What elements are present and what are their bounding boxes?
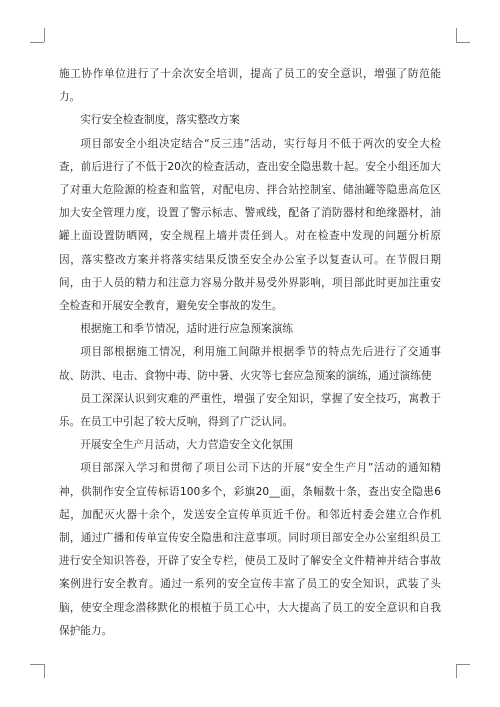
heading-emergency-drills: 根据施工和季节情况，适时进行应急预案演练 xyxy=(80,323,294,336)
paragraph-emergency-drills: 项目部根据施工情况，利用施工间隙并根据季节的特点先后进行了交通事故、防洪、电击、食物中毒、防中暑、火灾等七套应急预案的演练，通过演练使 xyxy=(59,346,441,382)
paragraph-safety-month: 项目部深入学习和贯彻了项目公司下达的开展“安全生产月”活动的通知精神，供制作安全宣传标语100多个，彩旗20__面，条幅数十条，查出安全隐患6起，加配灭火器十余个，发送安全宣传单页近千份。和邻近村委会建立合作机制，通过广播和传单宣传安全隐患和注意事项。同时项目部安全办公室组织员工进行安全知识答卷，开辟了安全专栏，使员工及时了解安全文件精神并结合事故案例进行安全教育。通过一系列的安全宣传丰富了员工的安全知识，武装了头脑，使安全理念潜移默化的根植于员工心中，大大提高了员工的安全意识和自我保护能力。 xyxy=(59,462,441,637)
paragraph-safety-inspection: 项目部安全小组决定结合“反三违”活动，实行每月不低于两次的安全大检查，前后进行了不低于20次的检查活动，查出安全隐患数十起。安全小组还加大了对重大危险源的检查和监管，对配电房、拌合站控制室、储油罐等隐患高危区加大安全管理力度，设置了警示标志、警戒线，配备了消防器材和绝缘器材，油罐上面设置防晒网，安全规程上墙并责任到人。对在检查中发现的问题分析原因，落实整改方案并将落实结果反馈至安全办公室予以复查认可。在节假日期间，由于人员的精力和注意力容易分散并易受外界影响，项目部此时更加注重安全检查和开展安全教育，避免安全事故的发生。 xyxy=(59,137,441,313)
document-body xyxy=(59,63,441,643)
paragraph-training-summary: 施工协作单位进行了十余次安全培训，提高了员工的安全意识，增强了防范能力。 xyxy=(59,68,441,104)
heading-safety-month: 开展安全生产月活动，大力营造安全文化氛围 xyxy=(80,439,294,452)
paragraph-drill-results: 员工深深认识到灾难的严重性，增强了安全知识，掌握了安全技巧，寓教于乐。在员工中引起了较大反响，得到了广泛认同。 xyxy=(59,392,441,429)
heading-safety-inspection: 实行安全检查制度，落实整改方案 xyxy=(80,114,240,127)
